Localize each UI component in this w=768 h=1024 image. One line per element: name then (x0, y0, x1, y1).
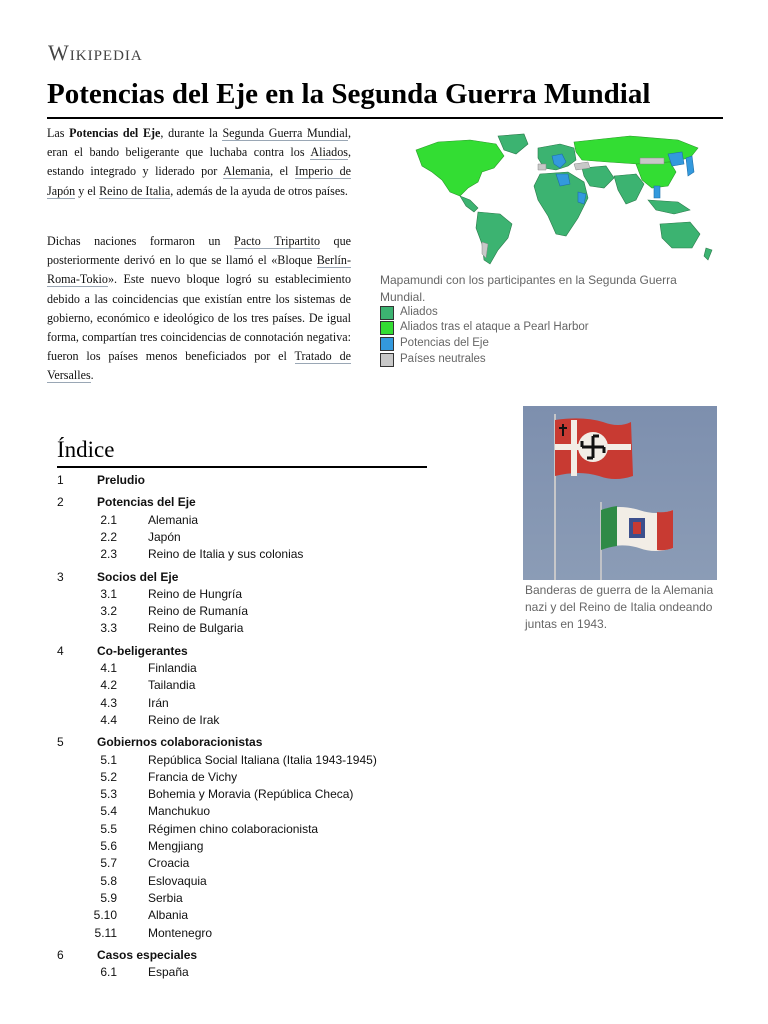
legend-swatch (380, 353, 394, 367)
toc-label[interactable]: España (148, 965, 189, 980)
link-bloque-berlin-roma-tokio[interactable]: Berlín-Roma-Tokio (47, 253, 351, 287)
toc-heading: Índice (57, 437, 115, 462)
link-alemania[interactable]: Alemania (223, 164, 271, 179)
intro-paragraph-2: Dichas naciones formaron un Pacto Tripartito que posteriormente derivó en lo que se llamó el «Bloque Berlín-Roma-Tokio». Este nuevo bloque logró su establecimiento debido a las coincidencias que existían entre los sistemas de gobierno, económico e ideológico de los tres países. De igual forma, compartían tres coincidencias de connotación negativa: fueron los países menos beneficiados por el Tratado de Versalles. (47, 234, 352, 383)
toc-label[interactable]: Serbia (148, 890, 183, 905)
toc-number: 5.10 (93, 908, 117, 923)
toc-label[interactable]: Reino de Italia y sus colonias (148, 547, 304, 562)
toc-label[interactable]: Socios del Eje (97, 569, 179, 584)
toc-number: 5.5 (100, 821, 117, 836)
toc-number: 2.3 (100, 547, 117, 562)
toc-label[interactable]: Régimen chino colaboracionista (148, 821, 319, 836)
toc-number: 4.4 (100, 712, 117, 727)
map-caption: Mapamundi con los participantes en la Segunda Guerra Mundial. (380, 273, 677, 304)
toc-label[interactable]: Co-beligerantes (97, 643, 188, 658)
legend-item-aliados: Aliados (380, 305, 680, 320)
toc-number: 2 (57, 495, 64, 510)
legend-item-paises-neutrales: Países neutrales (380, 352, 680, 367)
toc-label[interactable]: Reino de Irak (148, 712, 220, 727)
intro-paragraph-1: Las Potencias del Eje, durante la Segunda Guerra Mundial, eran el bando beligerante que luchaba contra los Aliados, estando integrado y liderado por Alemania, el Imperio de Japón y el Reino de Italia, además de la ayuda de otros países. (47, 126, 351, 198)
toc-label[interactable]: Mengjiang (148, 839, 204, 853)
legend-swatch (380, 321, 394, 335)
toc-number: 5.7 (100, 856, 117, 871)
legend-swatch (380, 306, 394, 320)
toc-number: 5.11 (94, 925, 117, 940)
toc-number: 6 (57, 947, 64, 962)
toc-number: 3 (57, 569, 64, 584)
bold-term: Potencias del Eje (69, 126, 161, 140)
toc-number: 5 (57, 735, 64, 750)
italian-flag (601, 506, 673, 551)
title-divider (47, 117, 723, 119)
toc-number: 5.9 (100, 890, 117, 905)
toc-label[interactable]: Preludio (97, 473, 146, 487)
toc-number: 2.1 (100, 512, 117, 527)
toc-label[interactable]: República Social Italiana (Italia 1943-1945) (148, 752, 377, 767)
toc-label[interactable]: Reino de Hungría (148, 586, 243, 601)
toc-number: 5.1 (100, 752, 117, 767)
wikipedia-wordmark[interactable]: Wikipedia (48, 40, 143, 65)
toc-label[interactable]: Albania (148, 908, 189, 923)
legend-swatch (380, 337, 394, 351)
toc-label[interactable]: Japón (148, 529, 181, 544)
toc-label[interactable]: Reino de Rumanía (148, 604, 249, 619)
toc-divider (57, 466, 427, 468)
war-flags-photo[interactable] (523, 406, 717, 580)
map-spain-neutral (538, 164, 546, 170)
toc-number: 2.2 (100, 529, 117, 544)
toc-number: 5.3 (100, 787, 117, 802)
toc-label[interactable]: Montenegro (148, 925, 213, 940)
toc-label[interactable]: Tailandia (148, 678, 196, 693)
legend-item-potencias-del-eje: Potencias del Eje (380, 336, 680, 351)
world-map-image[interactable] (378, 128, 720, 270)
photo-caption: Banderas de guerra de la Alemania nazi y del Reino de Italia ondeando juntas en 1943. (525, 583, 714, 631)
toc-number: 5.8 (100, 873, 117, 888)
toc-label[interactable]: Reino de Bulgaria (148, 621, 244, 636)
toc-number: 3.1 (100, 586, 117, 601)
link-tratado-de-versalles[interactable]: Tratado de Versalles (47, 349, 351, 383)
toc-label[interactable]: Alemania (148, 512, 199, 527)
link-segunda-guerra-mundial[interactable]: Segunda Guerra Mundial (222, 126, 348, 140)
link-imperio-de-japon[interactable]: Imperio de Japón (47, 164, 351, 198)
toc-number: 5.2 (100, 769, 117, 784)
toc-number: 5.4 (100, 804, 117, 819)
toc-number: 4.3 (100, 695, 117, 710)
toc-label[interactable]: Irán (148, 695, 169, 710)
toc-number: 6.1 (100, 965, 117, 980)
toc-number: 3.3 (100, 621, 117, 636)
page-title: Potencias del Eje en la Segunda Guerra Mundial (47, 78, 651, 110)
toc-number: 3.2 (100, 604, 117, 619)
toc-number: 1 (57, 473, 64, 487)
toc-label[interactable]: Manchukuo (148, 804, 211, 819)
toc-number: 4.1 (100, 661, 117, 675)
toc-label[interactable]: Croacia (148, 856, 190, 871)
toc-label[interactable]: Francia de Vichy (148, 769, 238, 784)
toc-label[interactable]: Eslovaquia (148, 873, 207, 888)
toc-label[interactable]: Bohemia y Moravia (República Checa) (148, 787, 354, 802)
toc-label[interactable]: Casos especiales (97, 947, 198, 962)
map-mongolia-neutral (640, 158, 664, 164)
toc-label[interactable]: Gobiernos colaboracionistas (97, 735, 263, 750)
map-thailand-axis (654, 186, 660, 198)
toc-number: 5.6 (100, 839, 117, 853)
toc-label[interactable]: Finlandia (148, 661, 197, 675)
german-war-flag (555, 418, 633, 479)
toc-label[interactable]: Potencias del Eje (97, 495, 196, 510)
legend-item-aliados-pearl-harbor: Aliados tras el ataque a Pearl Harbor (380, 320, 680, 335)
link-reino-de-italia[interactable]: Reino de Italia (99, 183, 171, 198)
link-pacto-tripartito[interactable]: Pacto Tripartito (233, 234, 321, 248)
link-aliados[interactable]: Aliados (310, 145, 348, 160)
toc-number: 4.2 (100, 678, 117, 693)
toc-number: 4 (57, 643, 64, 658)
